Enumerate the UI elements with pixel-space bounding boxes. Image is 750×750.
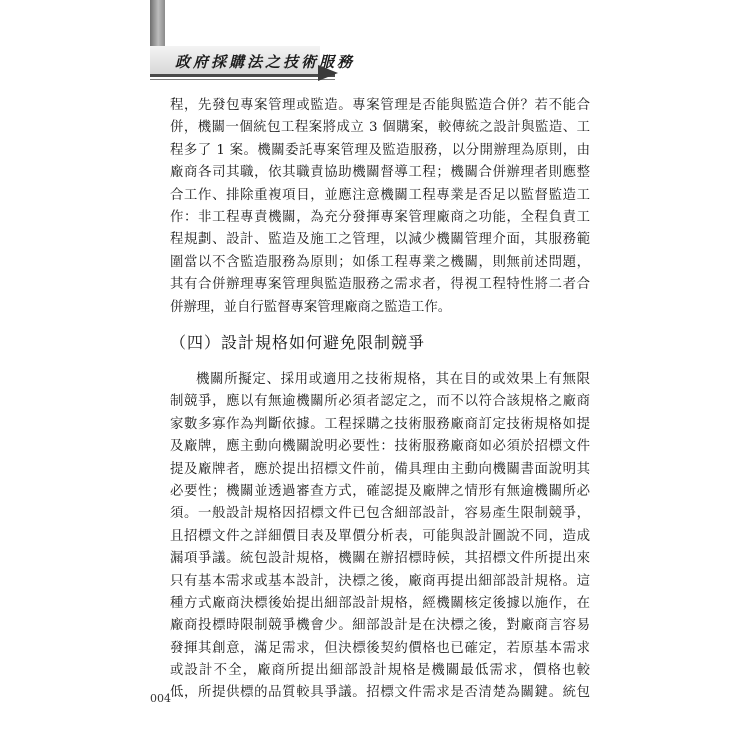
text-line: 制競爭，應以有無逾機關所必須者認定之，而不以符合該規格之廠商 <box>170 394 590 410</box>
paragraph-body <box>170 369 590 705</box>
text-line: 或設計不全，廠商所提出細部設計規格是機關最低需求，價格也較 <box>170 663 590 679</box>
running-header-title: 政府採購法之技術服務 <box>175 53 356 71</box>
text-line: 須。一般設計規格因招標文件已包含細部設計，容易產生限制競爭， <box>170 506 590 522</box>
paragraph-continued <box>170 95 590 319</box>
text-line: 併辦理，並自行監督專案管理廠商之監造工作。 <box>170 299 452 315</box>
header-arrow-icon <box>318 65 338 81</box>
text-line: 家數多寡作為判斷依據。工程採購之技術服務廠商訂定技術規格如提 <box>170 416 590 432</box>
text-line: 種方式廠商決標後始提出細部設計規格，經機關核定後據以施作，在 <box>170 595 590 611</box>
text-line: 只有基本需求或基本設計，決標之後，廠商再提出細部設計規格。這 <box>170 573 590 589</box>
text-line: 其有合併辦理專案管理與監造服務之需求者，得視工程特性將二者合 <box>170 277 590 293</box>
text-line: 廠商各司其職，依其職責協助機關督導工程；機關合併辦理者則應整 <box>170 165 590 181</box>
text-line: 合工作、排除重複項目，並應注意機關工程專業是否足以監督監造工 <box>170 187 590 203</box>
text-line: 發揮其創意，滿足需求，但決標後契約價格也已確定，若原基本需求 <box>170 640 590 656</box>
text-line: 及廠牌，應主動向機關說明必要性：技術服務廠商如必須於招標文件 <box>170 439 590 455</box>
text-line: 漏項爭議。統包設計規格，機關在辦招標時候，其招標文件所提出來 <box>170 551 590 567</box>
text-line: 程規劃、設計、監造及施工之管理，以減少機關管理介面，其服務範 <box>170 232 590 248</box>
text-line: 併，機關一個統包工程案將成立 3 個購案，較傳統之設計與監造、工 <box>170 120 590 136</box>
text-line: 機關所擬定、採用或適用之技術規格，其在目的或效果上有無限 <box>196 372 590 387</box>
text-line: 且招標文件之詳細價目表及單價分析表，可能與設計圖說不同，造成 <box>170 528 590 544</box>
text-line: 提及廠牌者，應於提出招標文件前，備具理由主動向機關書面說明其 <box>170 461 590 477</box>
text-line: 作：非工程專責機關，為充分發揮專案管理廠商之功能，全程負責工 <box>170 209 590 225</box>
text-line: 程多了 1 案。機關委託專案管理及監造服務，以分開辦理為原則，由 <box>170 142 590 158</box>
page-number: 004 <box>150 692 171 705</box>
text-line: 程，先發包專案管理或監造。專案管理是否能與監造合併？若不能合 <box>170 98 590 113</box>
text-line: 必要性；機關並透過審查方式，確認提及廠牌之情形有無逾機關所必 <box>170 483 590 499</box>
section-heading: （四）設計規格如何避免限制競爭 <box>170 333 426 352</box>
header-rule <box>150 74 335 77</box>
header-rule-thin <box>150 79 335 80</box>
text-line: 廠商投標時限制競爭機會少。細部設計是在決標之後，對廠商言容易 <box>170 618 590 634</box>
text-line: 圍當以不含監造服務為原則；如係工程專業之機關，則無前述問題， <box>170 254 590 270</box>
text-line: 低，所提供標的品質較具爭議。招標文件需求是否清楚為關鍵。統包 <box>170 685 590 701</box>
